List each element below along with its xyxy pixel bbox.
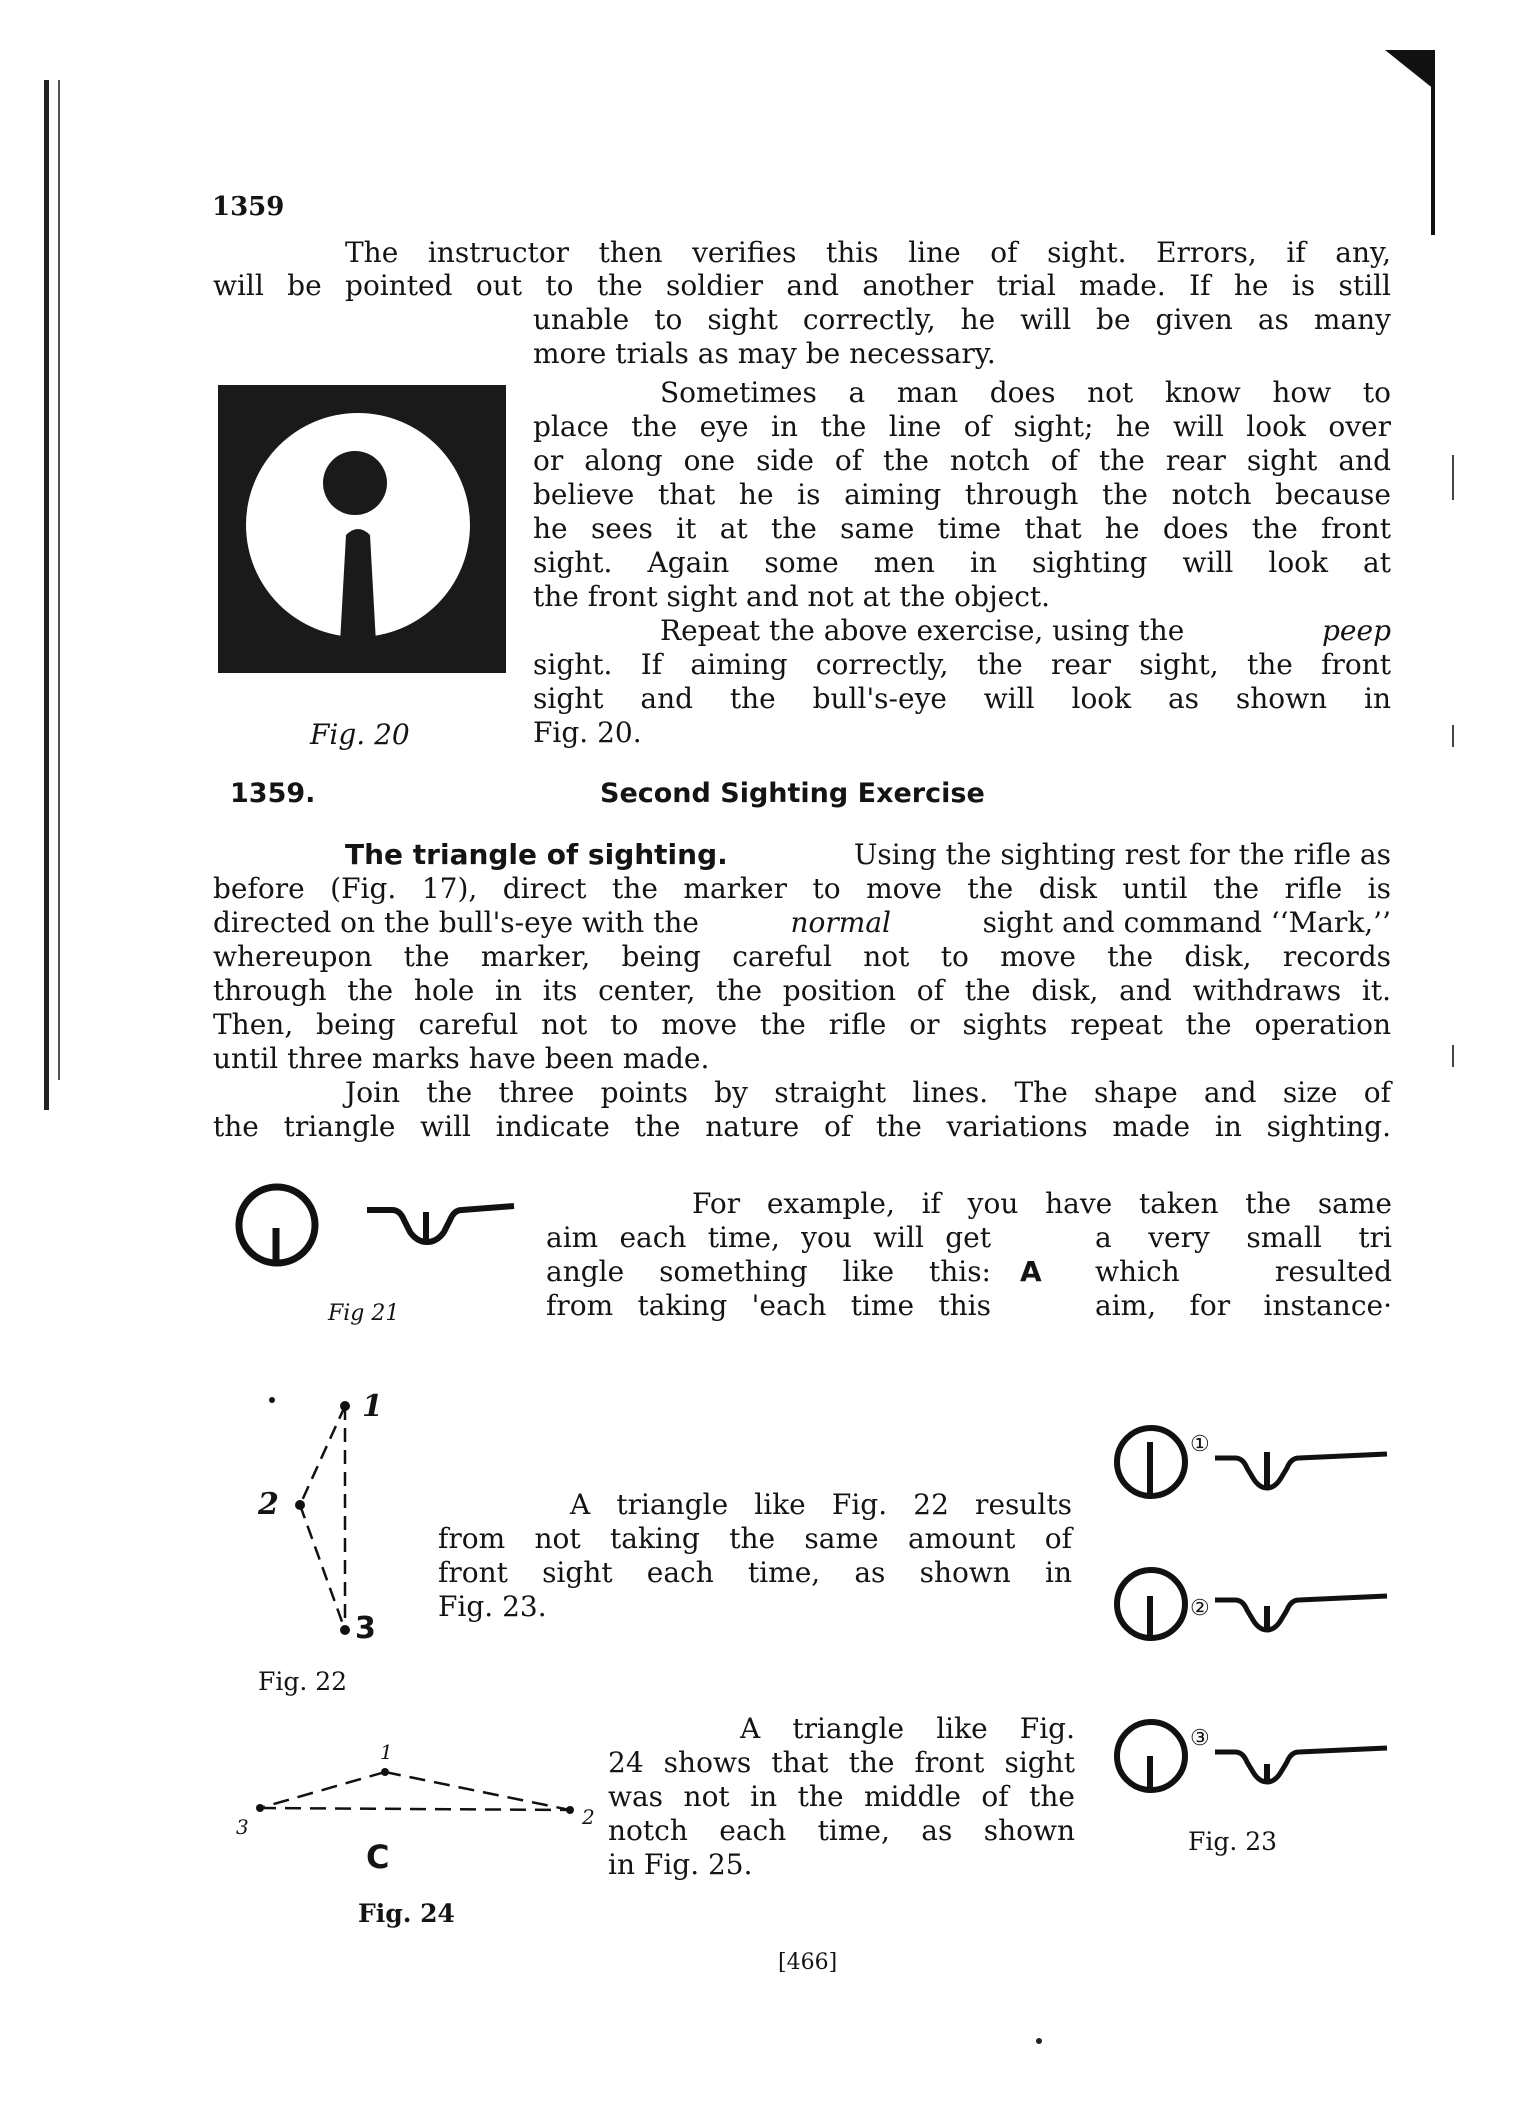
paragraph-line: Sometimes a man does not know how to (660, 376, 1391, 409)
section-title: Second Sighting Exercise (600, 778, 985, 809)
paragraph-line: until three marks have been made. (213, 1042, 710, 1075)
paragraph-text: Repeat the above exercise, using the (660, 614, 1194, 647)
binding-edge-thin (58, 80, 60, 1080)
fig23-label-3: ③ (1190, 1726, 1210, 1751)
corner-mark (1385, 50, 1445, 240)
paragraph-line: sight and the bull's-eye will look as shown in (533, 682, 1391, 715)
paragraph-line: or along one side of the notch of the rear sight and (533, 444, 1391, 477)
fig24-label-1: 1 (380, 1740, 393, 1764)
fig24-text-line: was not in the middle of the (608, 1780, 1075, 1813)
scan-mark (1452, 725, 1454, 747)
fig23-sight-picture-1 (1115, 1418, 1415, 1508)
fig22-text-line: from not taking the same amount of (438, 1522, 1072, 1555)
scan-mark (1036, 2038, 1042, 2044)
fig23-label-1: ① (1190, 1432, 1210, 1457)
fig23-sight-picture-2 (1115, 1560, 1415, 1650)
paragraph-line: more trials as may be necessary. (533, 337, 996, 370)
fig24-caption: Fig. 24 (358, 1899, 455, 1928)
fig24-letter: C (366, 1838, 390, 1876)
binding-edge (44, 80, 49, 1110)
fig22-caption: Fig. 22 (258, 1667, 348, 1696)
italic-word: peep (1322, 614, 1391, 647)
page-number: [466] (778, 1950, 838, 1975)
fig22-text-line: Fig. 23. (438, 1590, 547, 1623)
fig23-caption: Fig. 23 (1188, 1827, 1278, 1856)
paragraph-line: the triangle will indicate the nature of the variations made in sighting. (213, 1110, 1391, 1143)
paragraph-line: whereupon the marker, being careful not to move the disk, records (213, 940, 1391, 973)
fig22-text-line: front sight each time, as shown in (438, 1556, 1072, 1589)
paragraph-line: believe that he is aiming through the notch because (533, 478, 1391, 511)
italic-word: normal (790, 906, 891, 939)
fig22-label-3: 3 (355, 1611, 376, 1646)
scan-mark (1452, 455, 1454, 500)
paragraph-line: through the hole in its center, the position of the disk, and withdraws it. (213, 974, 1391, 1007)
paragraph-text: sight and command ‘‘Mark,’’ (973, 906, 1391, 939)
fig22-text-line: A triangle like Fig. 22 results (570, 1488, 1072, 1521)
paragraph-line: Fig. 20. (533, 716, 642, 749)
section-number: 1359. (230, 778, 316, 809)
paragraph-line: he sees it at the same time that he does the front (533, 512, 1391, 545)
fig21-caption: Fig 21 (328, 1301, 400, 1326)
fig24-text-line: in Fig. 25. (608, 1848, 753, 1881)
fig24-label-2: 2 (582, 1805, 595, 1829)
fig22-label-1: 1 (362, 1389, 383, 1424)
paragraph-line: before (Fig. 17), direct the marker to move the disk until the rifle is (213, 872, 1391, 905)
paragraph-line: Then, being careful not to move the rifle or sights repeat the operation (213, 1008, 1391, 1041)
paragraph-line: The instructor then verifies this line of sight. Errors, if any, (345, 236, 1391, 269)
fig24-triangle-diagram (230, 1730, 610, 1840)
paragraph-line (213, 906, 1391, 940)
paragraph-line: sight. If aiming correctly, the rear sight, the front (533, 648, 1391, 681)
scan-mark (1452, 1045, 1454, 1067)
small-triangle-glyph: A (1020, 1255, 1042, 1288)
paragraph-line (345, 838, 1391, 872)
fig24-text-line: A triangle like Fig. (740, 1712, 1075, 1745)
paragraph-line: sight. Again some men in sighting will look at (533, 546, 1391, 579)
run-in-heading: The triangle of sighting. (345, 838, 728, 871)
example-line: angle something like this: (546, 1255, 991, 1288)
fig20-peep-sight-image (218, 385, 506, 673)
fig21-sight-picture (232, 1180, 532, 1300)
paragraph-line: unable to sight correctly, he will be given as many (533, 303, 1391, 336)
paragraph-line (660, 614, 1391, 648)
fig23-label-2: ② (1190, 1596, 1210, 1621)
example-line: aim, for instance· (1095, 1289, 1392, 1322)
paragraph-line: the front sight and not at the object. (533, 580, 1051, 613)
fig22-label-2: 2 (258, 1487, 279, 1522)
fig24-text-line: notch each time, as shown (608, 1814, 1075, 1847)
section-number-top: 1359 (212, 192, 285, 222)
fig20-caption: Fig. 20 (310, 718, 410, 751)
paragraph-text: directed on the bull's-eye with the (213, 906, 708, 939)
example-line: For example, if you have taken the same (692, 1187, 1392, 1220)
example-line: which resulted (1095, 1255, 1392, 1288)
paragraph-line: will be pointed out to the soldier and another trial made. If he is still (213, 269, 1391, 302)
example-line: a very small tri (1095, 1221, 1392, 1254)
example-line: from taking 'each time this (546, 1289, 991, 1322)
fig24-label-3: 3 (236, 1815, 249, 1839)
paragraph-line: Join the three points by straight lines. The shape and size of (345, 1076, 1391, 1109)
paragraph-line: place the eye in the line of sight; he will look over (533, 410, 1391, 443)
fig23-sight-picture-3 (1115, 1712, 1415, 1802)
paragraph-text: Using the sighting rest for the rifle as (844, 838, 1391, 871)
fig24-text-line: 24 shows that the front sight (608, 1746, 1075, 1779)
example-line: aim each time, you will get (546, 1221, 991, 1254)
